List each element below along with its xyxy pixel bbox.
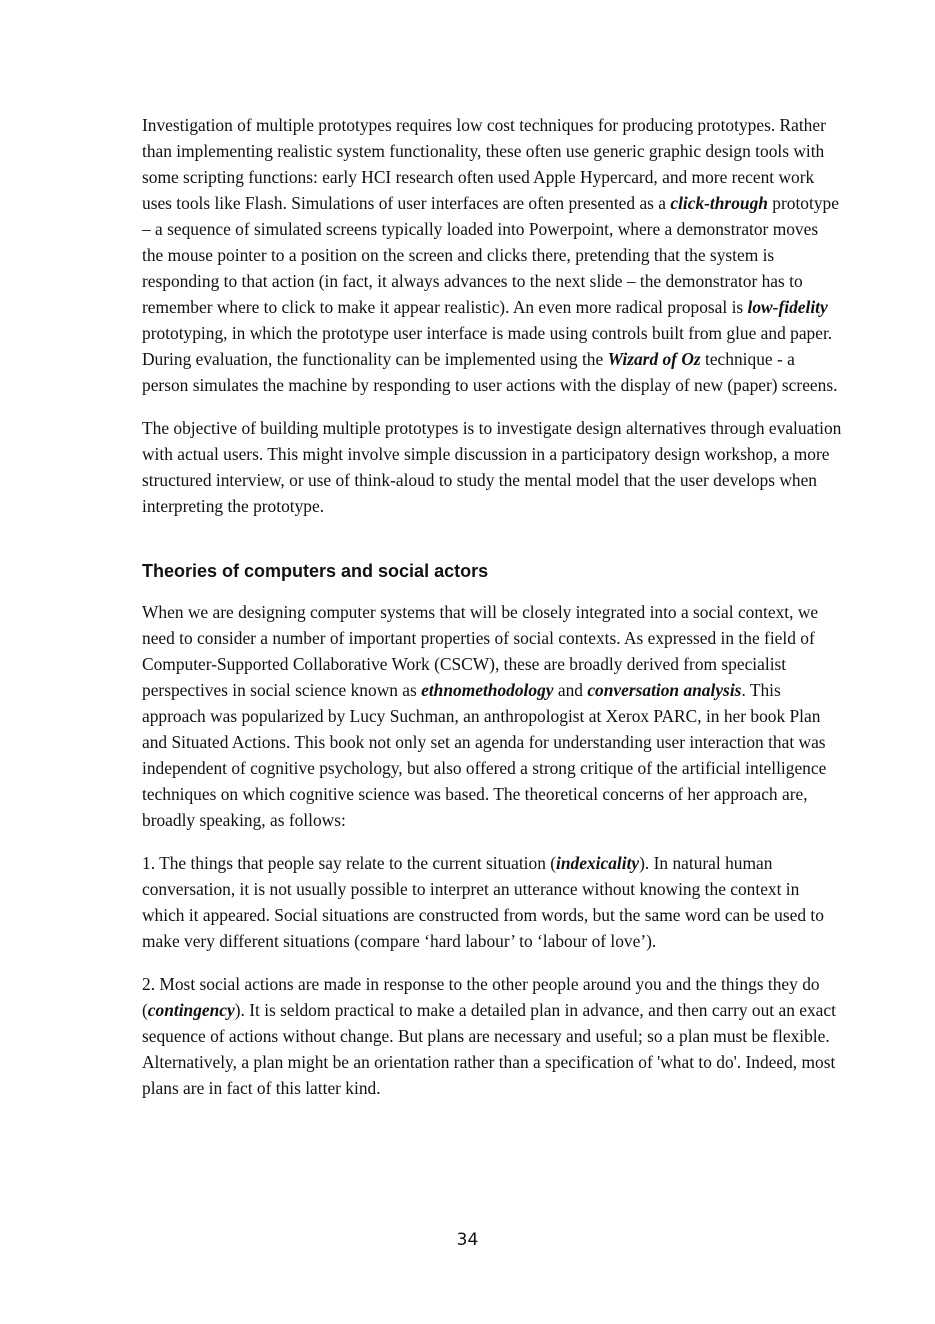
paragraph-text: technique - a person simulates the machine by responding to user actions with the display of new (paper) screens. bbox=[142, 349, 838, 395]
paragraph-text: prototyping, in which the prototype user interface is made using controls built from glue and paper. During evaluation, the functionality can be implemented using the bbox=[142, 323, 833, 369]
term-conversation-analysis: conversation analysis bbox=[587, 680, 742, 700]
paragraph-text: 2. Most social actions are made in response to the other people around you and the things they do ( bbox=[142, 974, 820, 1020]
paragraph-indexicality bbox=[142, 850, 842, 954]
paragraph-social-contexts bbox=[142, 599, 842, 833]
paragraph-text: prototype – a sequence of simulated screens typically loaded into Powerpoint, where a demonstrator moves the mouse pointer to a position on the screen and clicks there, pretending that the system is responding to that action (in fact, it always advances to the next slide – the demonstrator has to remember where to click to make it appear realistic). An even more radical proposal is bbox=[142, 193, 839, 317]
paragraph-contingency bbox=[142, 971, 842, 1101]
paragraph-prototype-objective: The objective of building multiple prototypes is to investigate design alternatives through evaluation with actual users. This might involve simple discussion in a participatory design workshop, a more structured interview, or use of think-aloud to study the mental model that the user develops when interpreting the prototype. bbox=[142, 418, 842, 516]
paragraph-text: When we are designing computer systems that will be closely integrated into a social context, we need to consider a number of important properties of social contexts. As expressed in the field of Computer-Supported Collaborative Work (CSCW), these are broadly derived from specialist perspectives in social science known as bbox=[142, 602, 819, 700]
paragraph-text: 1. The things that people say relate to the current situation ( bbox=[142, 853, 557, 873]
term-indexicality: indexicality bbox=[556, 853, 640, 873]
term-contingency: contingency bbox=[147, 1000, 235, 1020]
term-ethnomethodology: ethnomethodology bbox=[421, 680, 554, 700]
section-heading: Theories of computers and social actors bbox=[142, 561, 489, 581]
paragraph-text: ). In natural human conversation, it is not usually possible to interpret an utterance without knowing the context in which it appeared. Social situations are constructed from words, but the same word can be used to make very different situations (compare ‘hard labour’ to ‘labour of love’). bbox=[142, 853, 824, 951]
paragraph-text: ). It is seldom practical to make a detailed plan in advance, and then carry out an exact sequence of actions without change. But plans are necessary and useful; so a plan must be flexible. Alternatively, a plan might be an orientation rather than a specification of 'what to do'. Indeed, most plans are in fact of this latter kind. bbox=[142, 1000, 836, 1098]
term-wizard-of-oz: Wizard of Oz bbox=[607, 349, 701, 369]
term-low-fidelity: low-fidelity bbox=[747, 297, 828, 317]
paragraph-text: and bbox=[553, 680, 588, 700]
paragraph-text: . This approach was popularized by Lucy Suchman, an anthropologist at Xerox PARC, in her book Plan and Situated Actions. This book not only set an agenda for understanding user interaction that was independent of cognitive psychology, but also offered a strong critique of the artificial intelligence techniques on which cognitive science was based. The theoretical concerns of her approach are, broadly speaking, as follows: bbox=[142, 680, 827, 830]
paragraph-text: Investigation of multiple prototypes requires low cost techniques for producing prototypes. Rather than implementing realistic system functionality, these often use generic graphic design tools with some scripting functions: early HCI research often used Apple Hypercard, and more recent work uses tools like Flash. Simulations of user interfaces are often presented as a bbox=[142, 115, 826, 213]
page-content bbox=[142, 112, 842, 1101]
term-click-through: click-through bbox=[670, 193, 768, 213]
paragraph-prototyping-techniques bbox=[142, 112, 842, 398]
page-number: 34 bbox=[456, 1230, 479, 1250]
